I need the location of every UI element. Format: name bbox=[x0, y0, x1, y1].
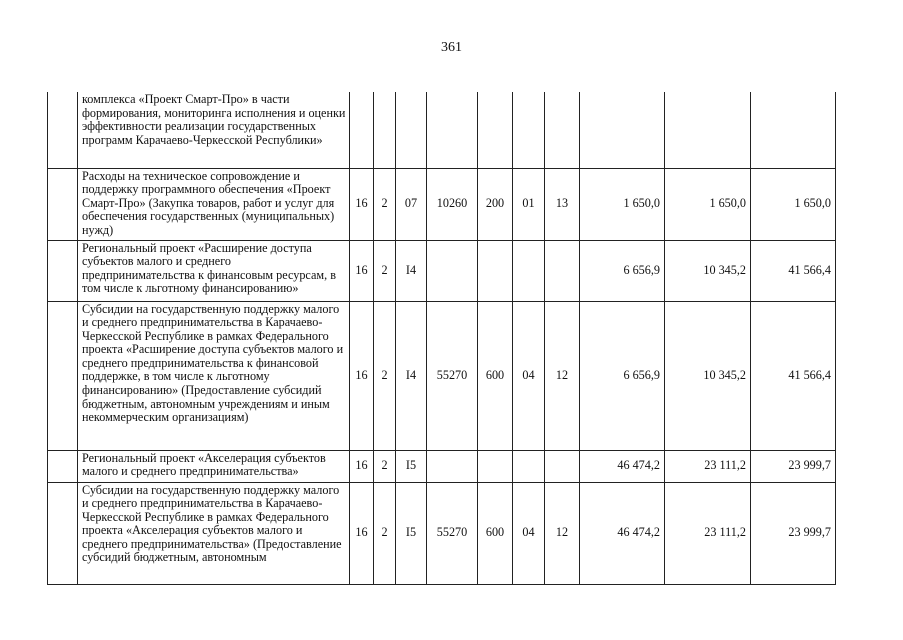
subsection-code-cell bbox=[545, 450, 580, 482]
amount-year1-cell: 1 650,0 bbox=[580, 168, 665, 240]
ministry-code-cell: 16 bbox=[350, 301, 374, 450]
program-code-cell: 2 bbox=[374, 168, 396, 240]
section-code-cell bbox=[513, 240, 545, 301]
direction-code-cell: 55270 bbox=[427, 301, 478, 450]
row-number-cell bbox=[48, 168, 78, 240]
subsection-code-cell bbox=[545, 240, 580, 301]
subprogram-code-cell: I5 bbox=[396, 482, 427, 584]
amount-year1-cell: 6 656,9 bbox=[580, 301, 665, 450]
section-code-cell bbox=[513, 450, 545, 482]
expense-type-cell bbox=[478, 92, 513, 168]
program-code-cell: 2 bbox=[374, 301, 396, 450]
budget-table bbox=[47, 92, 836, 585]
amount-year3-cell bbox=[751, 92, 836, 168]
amount-year3-cell: 41 566,4 bbox=[751, 301, 836, 450]
direction-code-cell bbox=[427, 92, 478, 168]
expense-type-cell: 600 bbox=[478, 482, 513, 584]
expense-type-cell bbox=[478, 450, 513, 482]
ministry-code-cell: 16 bbox=[350, 450, 374, 482]
amount-year2-cell: 23 111,2 bbox=[665, 482, 751, 584]
expense-type-cell: 600 bbox=[478, 301, 513, 450]
row-number-cell bbox=[48, 450, 78, 482]
program-code-cell: 2 bbox=[374, 450, 396, 482]
direction-code-cell: 10260 bbox=[427, 168, 478, 240]
row-number-cell bbox=[48, 240, 78, 301]
amount-year2-cell: 23 111,2 bbox=[665, 450, 751, 482]
item-name-cell: Региональный проект «Акселерация субъектов малого и среднего предпринимательства» bbox=[78, 450, 350, 482]
subprogram-code-cell bbox=[396, 92, 427, 168]
section-code-cell bbox=[513, 92, 545, 168]
subprogram-code-cell: I5 bbox=[396, 450, 427, 482]
item-name-cell: комплекса «Проект Смарт-Про» в части формирования, мониторинга исполнения и оценки эффективности реализации государственных программ Карачаево-Черкесской Республики» bbox=[78, 92, 350, 168]
item-name-cell: Субсидии на государственную поддержку малого и среднего предпринимательства в Карачаево-Черкесской Республике в рамках Федерального проекта «Акселерация субъектов малого и среднего предпринимательства» (Предоставление субсидий бюджетным, автономным bbox=[78, 482, 350, 584]
direction-code-cell bbox=[427, 240, 478, 301]
section-code-cell: 01 bbox=[513, 168, 545, 240]
amount-year3-cell: 1 650,0 bbox=[751, 168, 836, 240]
item-name-cell: Расходы на техническое сопровождение и поддержку программного обеспечения «Проект Смарт-Про» (Закупка товаров, работ и услуг для обеспечения государственных (муниципальных) нужд) bbox=[78, 168, 350, 240]
amount-year2-cell: 10 345,2 bbox=[665, 240, 751, 301]
table-row bbox=[48, 92, 836, 168]
amount-year2-cell: 10 345,2 bbox=[665, 301, 751, 450]
amount-year3-cell: 23 999,7 bbox=[751, 482, 836, 584]
subprogram-code-cell: I4 bbox=[396, 240, 427, 301]
program-code-cell: 2 bbox=[374, 482, 396, 584]
amount-year1-cell: 46 474,2 bbox=[580, 482, 665, 584]
program-code-cell: 2 bbox=[374, 240, 396, 301]
table-row bbox=[48, 482, 836, 584]
ministry-code-cell: 16 bbox=[350, 240, 374, 301]
page-number: 361 bbox=[441, 40, 462, 55]
subprogram-code-cell: 07 bbox=[396, 168, 427, 240]
ministry-code-cell: 16 bbox=[350, 482, 374, 584]
row-number-cell bbox=[48, 301, 78, 450]
subsection-code-cell bbox=[545, 92, 580, 168]
row-number-cell bbox=[48, 482, 78, 584]
amount-year2-cell bbox=[665, 92, 751, 168]
subsection-code-cell: 12 bbox=[545, 301, 580, 450]
expense-type-cell bbox=[478, 240, 513, 301]
direction-code-cell: 55270 bbox=[427, 482, 478, 584]
expense-type-cell: 200 bbox=[478, 168, 513, 240]
table-row bbox=[48, 450, 836, 482]
table-row bbox=[48, 301, 836, 450]
direction-code-cell bbox=[427, 450, 478, 482]
subprogram-code-cell: I4 bbox=[396, 301, 427, 450]
amount-year1-cell: 6 656,9 bbox=[580, 240, 665, 301]
amount-year3-cell: 23 999,7 bbox=[751, 450, 836, 482]
section-code-cell: 04 bbox=[513, 301, 545, 450]
ministry-code-cell: 16 bbox=[350, 168, 374, 240]
amount-year1-cell: 46 474,2 bbox=[580, 450, 665, 482]
ministry-code-cell bbox=[350, 92, 374, 168]
table-row bbox=[48, 240, 836, 301]
subsection-code-cell: 13 bbox=[545, 168, 580, 240]
subsection-code-cell: 12 bbox=[545, 482, 580, 584]
program-code-cell bbox=[374, 92, 396, 168]
row-number-cell bbox=[48, 92, 78, 168]
item-name-cell: Субсидии на государственную поддержку малого и среднего предпринимательства в Карачаево-Черкесской Республике в рамках Федерального проекта «Расширение доступа субъектов малого и среднего предпринимательства к финансовой поддержке, в том числе к льготному финансированию» (Предоставление субсидий бюджетным, автономным учреждениям и иным некоммерческим организациям) bbox=[78, 301, 350, 450]
amount-year2-cell: 1 650,0 bbox=[665, 168, 751, 240]
table-row bbox=[48, 168, 836, 240]
item-name-cell: Региональный проект «Расширение доступа субъектов малого и среднего предпринимательства к финансовым ресурсам, в том числе к льготному финансированию» bbox=[78, 240, 350, 301]
amount-year1-cell bbox=[580, 92, 665, 168]
amount-year3-cell: 41 566,4 bbox=[751, 240, 836, 301]
section-code-cell: 04 bbox=[513, 482, 545, 584]
